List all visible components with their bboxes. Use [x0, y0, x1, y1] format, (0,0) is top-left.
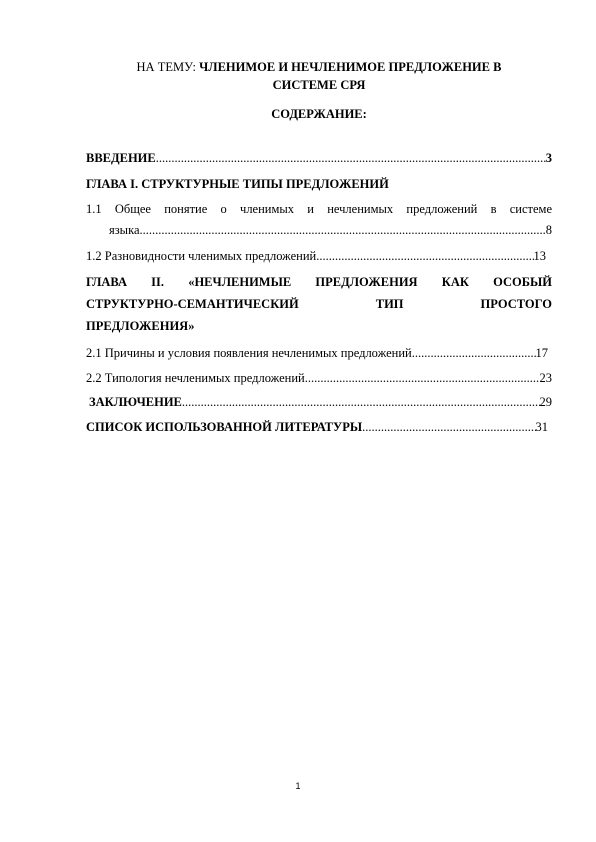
- toc-leader: [412, 344, 536, 362]
- toc-label: 2.2 Типология нечленимых предложений: [86, 371, 305, 385]
- toc-leader: [140, 221, 546, 239]
- toc-entry-2-1[interactable]: [86, 344, 552, 362]
- toc-entry-2-2[interactable]: [86, 369, 552, 387]
- contents-heading: СОДЕРЖАНИЕ:: [271, 107, 367, 121]
- toc-page: 13: [533, 249, 546, 263]
- toc-leader: [316, 247, 533, 265]
- toc-label-line-3: ПРЕДЛОЖЕНИЯ»: [86, 319, 195, 333]
- title-line-1: ЧЛЕНИМОЕ И НЕЧЛЕНИМОЕ ПРЕДЛОЖЕНИЕ В: [199, 60, 502, 74]
- toc-label: ЗАКЛЮЧЕНИЕ: [89, 395, 182, 409]
- toc-label: 1.2 Разновидности членимых предложений: [86, 249, 317, 263]
- toc-label-line-1: 1.1 Общее понятие о членимых и нечленимых предложений в системе: [86, 202, 552, 216]
- toc-label-line-2: языка: [109, 223, 140, 237]
- toc-entry-1-2[interactable]: [86, 247, 552, 265]
- toc-entry-intro[interactable]: [86, 149, 552, 167]
- toc-entry-1-1[interactable]: [86, 200, 552, 239]
- toc-leader: [362, 418, 535, 436]
- toc-entry-chapter-1[interactable]: [86, 175, 552, 193]
- title-prefix: НА ТЕМУ:: [136, 60, 200, 74]
- toc-label: ГЛАВА I. СТРУКТУРНЫЕ ТИПЫ ПРЕДЛОЖЕНИЙ: [86, 177, 389, 191]
- toc-page: 29: [539, 395, 552, 409]
- toc-page: 23: [539, 371, 552, 385]
- toc-page: 17: [535, 346, 548, 360]
- toc-label-line-2: СТРУКТУРНО-СЕМАНТИЧЕСКИЙ ТИП ПРОСТОГО: [86, 297, 552, 311]
- page-number: 1: [295, 781, 301, 791]
- toc-entry-chapter-2[interactable]: [86, 271, 552, 337]
- toc-label-line-1: ГЛАВА II. «НЕЧЛЕНИМЫЕ ПРЕДЛОЖЕНИЯ КАК ОСОБЫЙ: [86, 275, 552, 289]
- toc-page: 31: [535, 420, 548, 434]
- toc-page: 3: [545, 151, 552, 165]
- document-title: [86, 58, 552, 94]
- toc-label: СПИСОК ИСПОЛЬЗОВАННОЙ ЛИТЕРАТУРЫ: [86, 420, 363, 434]
- toc-entry-bibliography[interactable]: [86, 418, 552, 436]
- title-line-2: СИСТЕМЕ СРЯ: [272, 78, 366, 92]
- toc-label: 2.1 Причины и условия появления нечленимых предложений: [86, 346, 412, 360]
- toc-page: 8: [545, 223, 552, 237]
- toc-leader: [182, 393, 540, 411]
- toc-entry-conclusion[interactable]: [86, 393, 552, 411]
- toc-label: ВВЕДЕНИЕ: [86, 151, 156, 165]
- toc-leader: [305, 369, 540, 387]
- toc-leader: [156, 149, 546, 167]
